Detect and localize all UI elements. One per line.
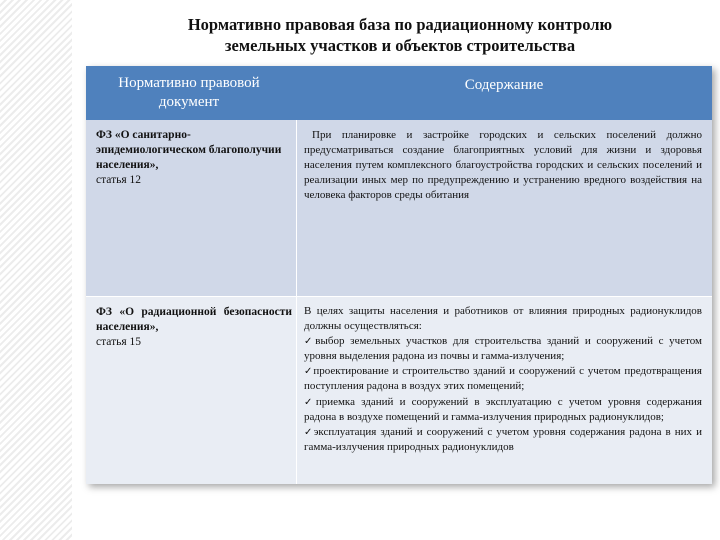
list-item: [304, 425, 702, 455]
title-line-1: Нормативно правовая база по радиационному контролю: [187, 15, 613, 34]
row-2-content: [304, 304, 702, 455]
row-2-doc-article: статья 15: [96, 336, 142, 348]
header-document: [86, 74, 292, 112]
header-content: Содержание: [464, 77, 544, 93]
regulation-table: [86, 66, 712, 484]
table-row: [86, 120, 712, 297]
table-header: [86, 66, 712, 120]
row-1-doc-title: ФЗ «О санитарно-эпидемиологическом благополучии населения»,: [96, 129, 282, 171]
table-row: [86, 297, 712, 484]
list-item: [304, 395, 702, 425]
list-item: [304, 334, 702, 364]
check-mark-icon: ✓: [304, 396, 316, 408]
list-item-text: приемка зданий и сооружений в эксплуатацию с учетом уровня содержания радона в воздухе помещений и гамма-излучения природных радионуклидов;: [304, 395, 702, 423]
title-line-2: земельных участков и объектов строительства: [224, 36, 576, 55]
decorative-stripes: [0, 0, 72, 540]
row-1-content: При планировке и застройке городских и сельских поселений должно предусматриваться создание благоприятных условий для жизни и здоровья населения путем комплексного благоустройства городских и сельских поселений и реализации иных мер по предупреждению и устранению вредного воздействия на человека факторов среды обитания: [304, 129, 702, 202]
list-item-text: проектирование и строительство зданий и сооружений с учетом предотвращения поступления радона в воздух этих помещений;: [304, 365, 702, 393]
row-2-document: [96, 305, 292, 350]
row-1-doc-article: статья 12: [96, 174, 142, 186]
list-item-text: выбор земельных участков для строительства зданий и сооружений с учетом уровня выделения радона из почвы и гамма-излучения;: [304, 335, 702, 363]
row-2-doc-title: ФЗ «О радиационной безопасности населения»,: [96, 306, 292, 333]
check-mark-icon: ✓: [304, 366, 314, 378]
page-title: [100, 14, 700, 56]
header-document-line-1: Нормативно правовой: [118, 75, 260, 91]
row-1-document: [96, 128, 292, 188]
header-document-line-2: документ: [158, 94, 220, 110]
check-mark-icon: ✓: [304, 426, 314, 438]
check-mark-icon: ✓: [304, 336, 316, 348]
column-divider: [296, 120, 297, 484]
list-item-text: эксплуатация зданий и сооружений с учетом уровня содержания радона в них и гамма-излучения природных радионуклидов: [304, 425, 702, 453]
row-2-intro: В целях защиты населения и работников от влияния природных радионуклидов должны осуществляться:: [304, 305, 702, 333]
list-item: [304, 364, 702, 394]
